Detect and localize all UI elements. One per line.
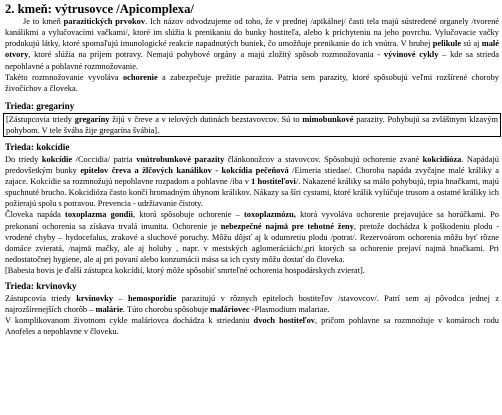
bold-term: parazitických prvokov (63, 17, 146, 26)
intro-block (5, 16, 499, 94)
section-paragraph (6, 114, 498, 136)
bold-term: vývinové cykly (383, 50, 439, 60)
text-run: Do triedy (5, 154, 42, 164)
intro-paragraph-2 (5, 72, 499, 94)
text-run: , pričom pohlavne sa rozmnožuje v komároch rodu Anofeles a nepohlavne v človeku. (5, 316, 499, 337)
text-run: – (113, 293, 128, 303)
section-spacer (5, 94, 499, 101)
text-run: parazitujú v rôznych epiteloch hostiteľov /stavovcov/. Patrí sem aj pôvodca jednej z najrozšírenejších chorôb – (5, 293, 500, 315)
text-run: . Túto chorobu spôsobuje (122, 305, 211, 315)
bold-term: krvinovky (76, 293, 114, 303)
text-run: žijú v čreve a v telových dutinách bezstavovcov. Sú to (109, 114, 303, 124)
text-run: Človeka napáda (5, 210, 66, 220)
text-run: , ktoré slúžia na príjem potravy. Nemajú pohybové orgány a majú zložitý spôsob rozmnožovania - (28, 50, 384, 60)
text-run: . Ich názov odvodzujeme od toho, že v prednej /apikálnej/ časti tela majú sústredené organely /tvorené kanálikmi a vylučovacími vačkami/, ktoré im slúžia k prenikaniu do bunky hostiteľa, alebo k prichyteniu na jeho povrchu. Vylučovacie vačky produkujú látky, ktoré spomaľujú imunologické reakcie napadnutých buniek, čo umožňuje prenikanie do ich vnútra. V hrubej (5, 17, 499, 49)
section-paragraph (5, 265, 499, 276)
text-run: /Eimeria stiedae/. Choroba napáda zvyčajne malé králiky a zajace. Kokcídie sa rozmnožujú nepohlavne rozpadom a pohlavne /iba v (5, 165, 499, 186)
text-run: článkonožcov a stavovcov. Spôsobujú ochorenie zvané (224, 154, 423, 164)
page-title: 2. kmeň: výtrusovce /Apicomplexa/ (5, 2, 194, 16)
bold-term: malárie (95, 305, 123, 315)
section-body (5, 154, 499, 277)
bold-term: gregaríny (74, 114, 110, 124)
bold-term: 1 hostiteľovi (251, 176, 296, 186)
section-paragraph (5, 315, 499, 337)
section-heading: Trieda: gregaríny (5, 101, 75, 112)
section-body (5, 293, 499, 338)
sections-container (5, 94, 499, 337)
bold-term: kokcídie (41, 154, 73, 164)
section-paragraph (5, 293, 499, 315)
text-run: , ktorá spôsobuje ochorenie – (132, 210, 244, 220)
bold-term: toxoplazma gondii (65, 210, 133, 220)
text-run: [Zástupcovia triedy (6, 114, 75, 124)
section-heading: Trieda: kokcídie (5, 142, 70, 152)
bold-term: epitelov čreva a žlčových kanálikov - kokcídia pečeňová (80, 165, 289, 175)
intro-paragraph-1 (5, 16, 499, 72)
bold-term: nebezpečné najmä pre tehotné ženy (220, 221, 354, 231)
text-run: – kde sa strieda nepohlavné a pohlavné rozmnožovanie. (5, 50, 499, 71)
text-run: parazity. Pohybujú sa zvláštnym klzavým pohybom. V tele švába žije gregarína švábia]. (6, 114, 498, 135)
text-run: ktorá vyvoláva ochorenie prejavujúce sa horúčkami. Po prekonaní ochorenia sa získava trvalá imunita. Ochorenie je (5, 210, 499, 231)
bold-term: dvoch hostiteľov (253, 316, 315, 326)
bold-term: pelikule (432, 39, 462, 49)
bold-term: hemosporidie (127, 293, 177, 303)
text-run: Je to kmeň (23, 17, 64, 26)
text-run: , pretože dochádza k poškodeniu plodu - vrodené chyby – hydocefalus, zrakové a sluchové poruchy. Môžu dôjsť aj k odumretiu plodu /potrat/. Rezervoárom ochorenia môžu byť rôzne domáce zvieratá, /najmä mačky, ale aj holuby , napr. v mestských aglomeráciách/,pri ktorých sa ochorenie prejaví najmä hnačkami. Pri nedostatočnej hygiene, ale aj pri povaní alebo konzumácii mäsa sa ich cysty môžu dostať do človeka. (5, 221, 499, 264)
text-run: Zástupcovia triedy (5, 293, 77, 303)
bold-term: mimobunkové (302, 114, 354, 124)
section-paragraph (5, 154, 499, 210)
text-run: . Napádajú predovšetkým bunky (5, 154, 499, 175)
bold-term: ochorenie (122, 72, 158, 82)
text-run: [Babesia bovis je ďalší zástupca kokcídií, ktorý môže spôsobiť smrteľné ochorenia hospodárskych zvierat]. (5, 266, 365, 276)
section-paragraph (5, 209, 499, 265)
text-run: sú aj (461, 39, 482, 49)
boxed-section-body (3, 113, 501, 137)
text-run: a zabezpečuje prežitie parazita. Patria sem parazity, ktoré spôsobujú veľmi rozšírené choroby živočíchov a človeka. (5, 72, 499, 93)
text-run: -Plasmodium malariae. (249, 305, 330, 315)
text-run: /. Nakazené králiky sa málo pohybujú, trpia hnačkami, majú spuchnuté brucho. Kokcidióza často končí hromadným úhynom králikov. Nákazy sa šíri cystami, ktoré králik vylúčuje trusom a ostatné králiky ich požierajú spolu s potravou. Prevencia - udržiavanie čistoty. (5, 176, 499, 209)
bold-term: vnútrobunkové parazity (136, 154, 225, 164)
text-run: V komplikovanom životnom cykle maláriovca dochádza k striedaniu (5, 316, 254, 326)
bold-term: toxoplazmózu, (244, 210, 296, 220)
section-heading: Trieda: krvinovky (5, 281, 77, 292)
text-run: /Coccidia/ patria (72, 154, 137, 164)
bold-term: malé otvory (5, 39, 499, 60)
text-run: Takéto rozmnožovanie vyvoláva (5, 72, 123, 82)
bold-term: maláriovec (210, 305, 250, 315)
bold-term: kokcidióza (422, 154, 462, 164)
